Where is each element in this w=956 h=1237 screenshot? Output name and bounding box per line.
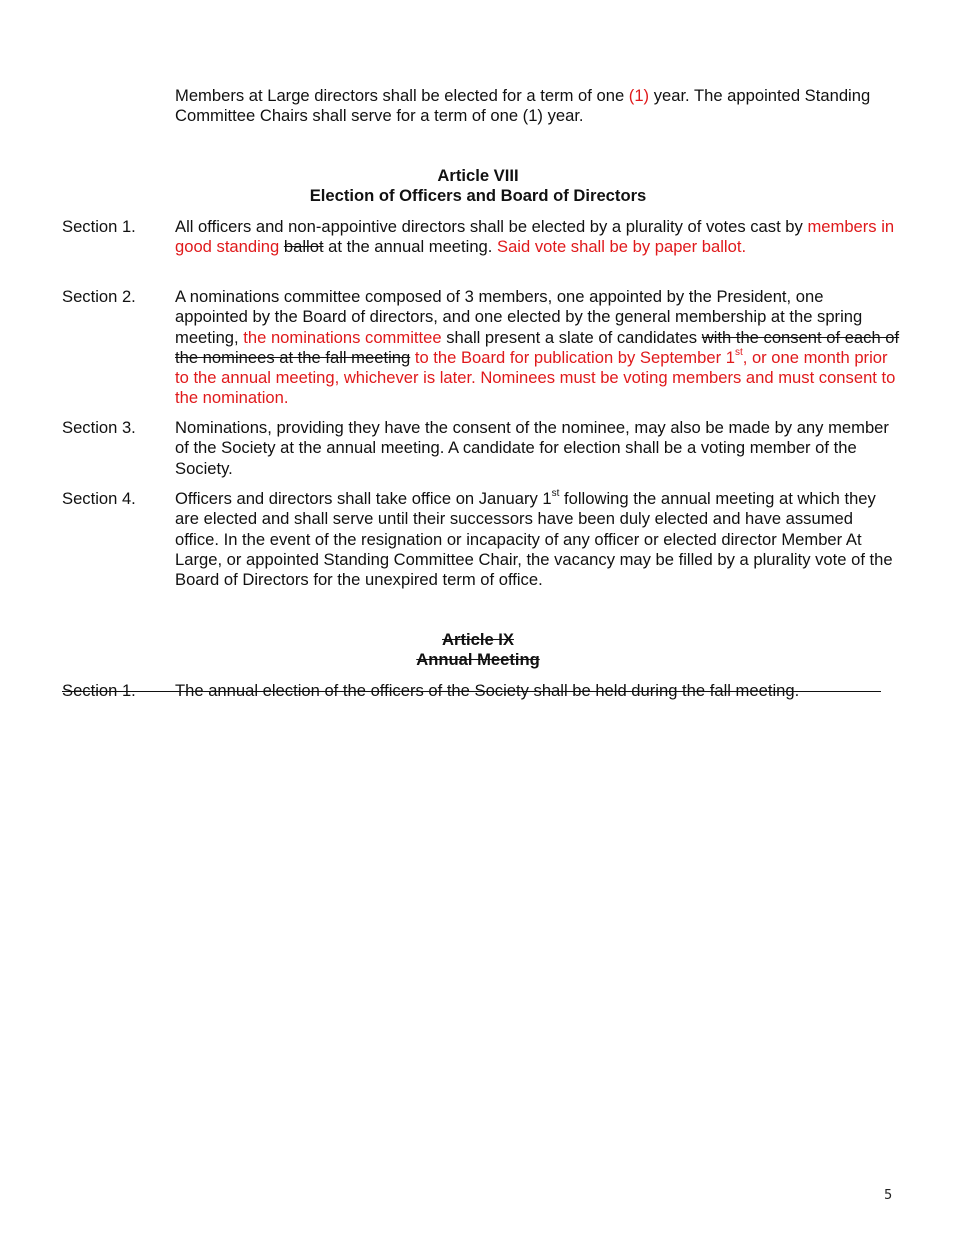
intro-text-2: year. The appointed Standing Committee Chairs shall serve for a term of one (1) year.	[175, 86, 871, 126]
section-text: shall present a slate of candidates	[441, 327, 702, 347]
section-label: Section 2.	[62, 287, 136, 306]
section-label: Section 1.	[62, 681, 136, 700]
section-content	[175, 489, 900, 590]
insertion-text: , or one month prior to the annual meeting, whichever is later. Nominees must be voting members and must consent to the nomination.	[175, 347, 896, 408]
section-text: A nominations committee composed of 3 members, one appointed by the President, one appointed by the Board of directors, and one elected by the general membership at the spring meeting,	[175, 287, 863, 347]
section-text: at the annual meeting.	[323, 237, 497, 257]
section-label: Section 4.	[62, 489, 136, 508]
strikethrough-line	[62, 691, 881, 692]
deleted-text: ballot	[283, 237, 324, 257]
insertion-text: members in good standing	[175, 217, 895, 257]
deleted-text: with the consent of each of the nominees at the fall meeting	[175, 327, 900, 367]
ordinal-superscript: st	[551, 488, 560, 500]
insertion-text: the nominations committee	[243, 327, 442, 347]
article-ix-subtitle: Annual Meeting	[416, 650, 540, 670]
section-text: Nominations, providing they have the consent of the nominee, may also be made by any member of the Society at the annual meeting. A candidate for election shall be a voting member of the Society.	[175, 418, 889, 478]
section-content	[175, 287, 900, 409]
insertion-text: to the Board for publication by September 1	[410, 347, 735, 367]
section-text: All officers and non-appointive directors shall be elected by a plurality of votes cast by	[175, 217, 808, 236]
section-label: Section 3.	[62, 418, 136, 437]
insertion-text: Said vote shall be by paper ballot.	[497, 237, 747, 257]
section-text: Officers and directors shall take office on January 1	[175, 489, 552, 508]
article-viii-title: Article VIII	[437, 166, 519, 185]
section-content	[175, 418, 900, 479]
article-viii-heading	[0, 166, 956, 207]
ordinal-superscript: st	[734, 347, 743, 359]
intro-insertion: (1)	[628, 86, 650, 105]
article-ix-heading	[0, 630, 956, 671]
deleted-text: The annual election of the officers of the Society shall be held during the fall meeting.	[175, 681, 800, 700]
article-viii-subtitle: Election of Officers and Board of Directors	[309, 186, 647, 206]
section-label: Section 1.	[62, 217, 136, 236]
intro-text-1: Members at Large directors shall be elected for a term of one	[175, 86, 629, 105]
page-number: 5	[884, 1188, 893, 1203]
intro-paragraph	[175, 86, 905, 127]
article-ix-title: Article IX	[442, 630, 514, 649]
section-text: following the annual meeting at which they are elected and shall serve until their successors have been duly elected and have assumed office. In the event of the resignation or incapacity of any officer or elected director Member At Large, or appointed Standing Committee Chair, the vacancy may be filled by a plurality vote of the Board of Directors for the unexpired term of office.	[175, 489, 893, 590]
section-content	[175, 217, 900, 258]
